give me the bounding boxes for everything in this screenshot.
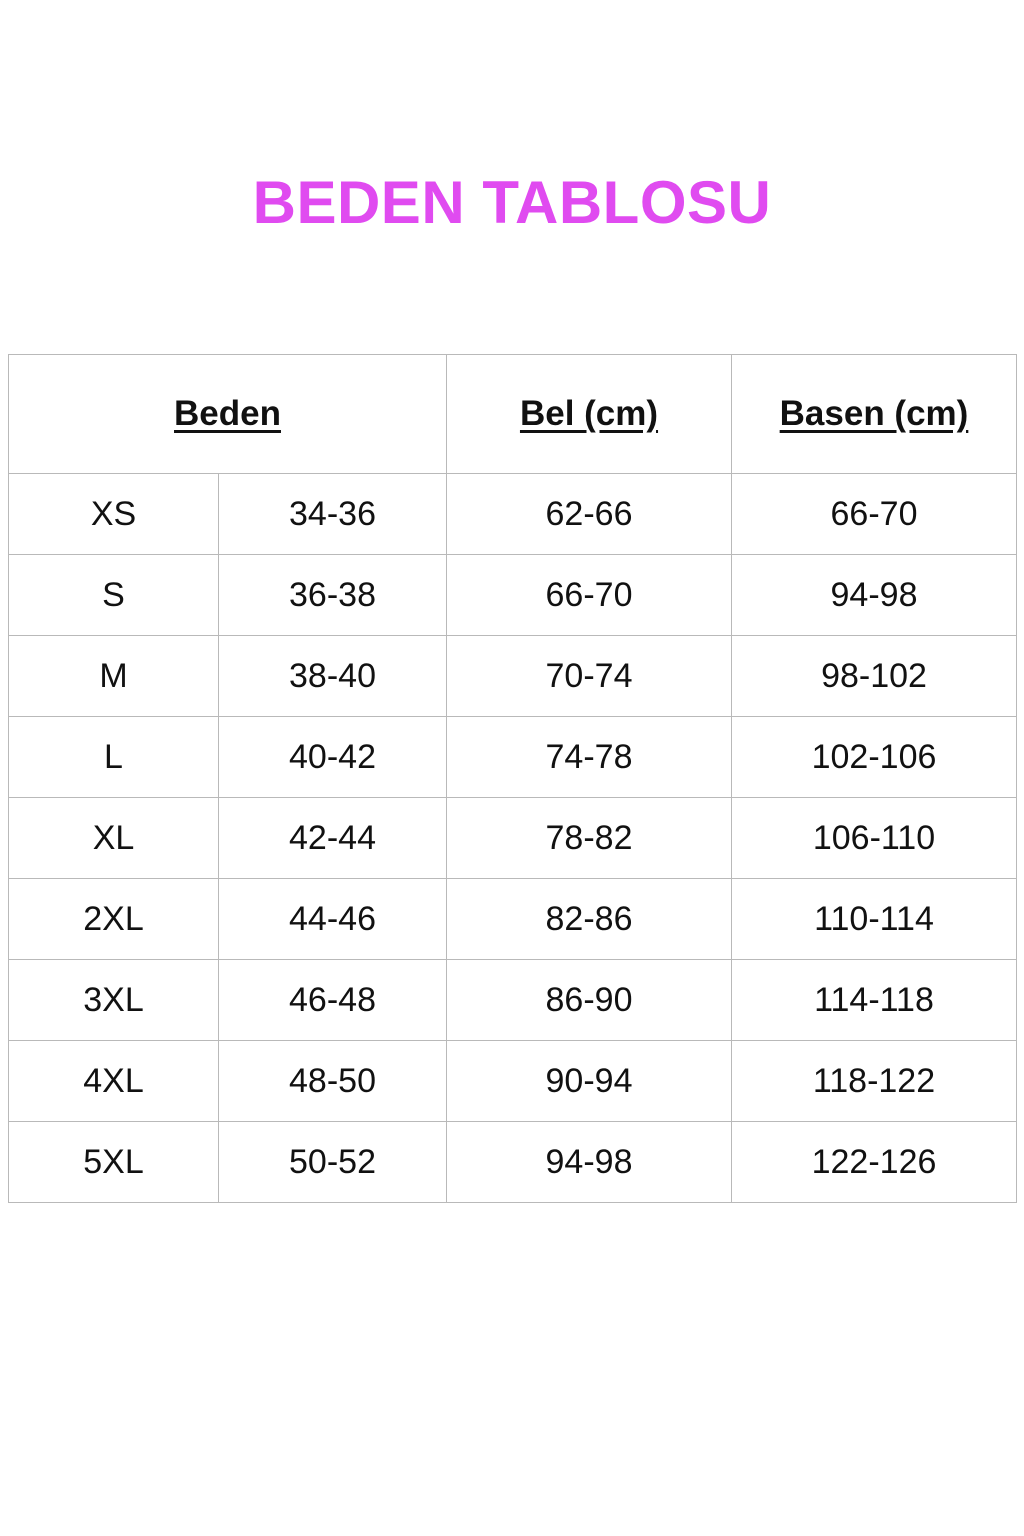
- cell-size: M: [9, 636, 219, 717]
- table-row: [9, 555, 1017, 636]
- cell-hip: 66-70: [732, 474, 1017, 555]
- cell-waist: 86-90: [447, 960, 732, 1041]
- cell-numeric-size: 46-48: [219, 960, 447, 1041]
- table-body: [9, 474, 1017, 1203]
- cell-waist: 94-98: [447, 1122, 732, 1203]
- table-row: [9, 1041, 1017, 1122]
- cell-hip: 106-110: [732, 798, 1017, 879]
- cell-waist: 62-66: [447, 474, 732, 555]
- cell-numeric-size: 40-42: [219, 717, 447, 798]
- table-header: [9, 355, 1017, 474]
- cell-size: S: [9, 555, 219, 636]
- cell-hip: 118-122: [732, 1041, 1017, 1122]
- cell-size: 4XL: [9, 1041, 219, 1122]
- cell-size: 2XL: [9, 879, 219, 960]
- column-header-beden-label: Beden: [174, 394, 281, 433]
- column-header-basen: [732, 355, 1017, 474]
- cell-numeric-size: 48-50: [219, 1041, 447, 1122]
- cell-size: XS: [9, 474, 219, 555]
- cell-size: L: [9, 717, 219, 798]
- table-row: [9, 798, 1017, 879]
- size-table-container: [8, 354, 1016, 1203]
- cell-hip: 122-126: [732, 1122, 1017, 1203]
- cell-hip: 94-98: [732, 555, 1017, 636]
- cell-waist: 74-78: [447, 717, 732, 798]
- cell-size: XL: [9, 798, 219, 879]
- cell-size: 3XL: [9, 960, 219, 1041]
- cell-hip: 98-102: [732, 636, 1017, 717]
- table-row: [9, 960, 1017, 1041]
- cell-numeric-size: 42-44: [219, 798, 447, 879]
- cell-size: 5XL: [9, 1122, 219, 1203]
- column-header-bel-label: Bel (cm): [519, 394, 659, 433]
- column-header-bel: [447, 355, 732, 474]
- cell-waist: 70-74: [447, 636, 732, 717]
- cell-numeric-size: 50-52: [219, 1122, 447, 1203]
- cell-waist: 90-94: [447, 1041, 732, 1122]
- table-row: [9, 879, 1017, 960]
- cell-numeric-size: 38-40: [219, 636, 447, 717]
- cell-waist: 82-86: [447, 879, 732, 960]
- cell-hip: 114-118: [732, 960, 1017, 1041]
- page-title: BEDEN TABLOSU: [252, 169, 772, 236]
- size-table: [8, 354, 1017, 1203]
- table-row: [9, 1122, 1017, 1203]
- table-row: [9, 717, 1017, 798]
- cell-numeric-size: 36-38: [219, 555, 447, 636]
- cell-hip: 110-114: [732, 879, 1017, 960]
- column-header-beden: [9, 355, 447, 474]
- table-header-row: [9, 355, 1017, 474]
- cell-waist: 66-70: [447, 555, 732, 636]
- column-header-basen-label: Basen (cm): [779, 394, 969, 433]
- table-row: [9, 636, 1017, 717]
- cell-hip: 102-106: [732, 717, 1017, 798]
- cell-numeric-size: 44-46: [219, 879, 447, 960]
- table-row: [9, 474, 1017, 555]
- cell-numeric-size: 34-36: [219, 474, 447, 555]
- cell-waist: 78-82: [447, 798, 732, 879]
